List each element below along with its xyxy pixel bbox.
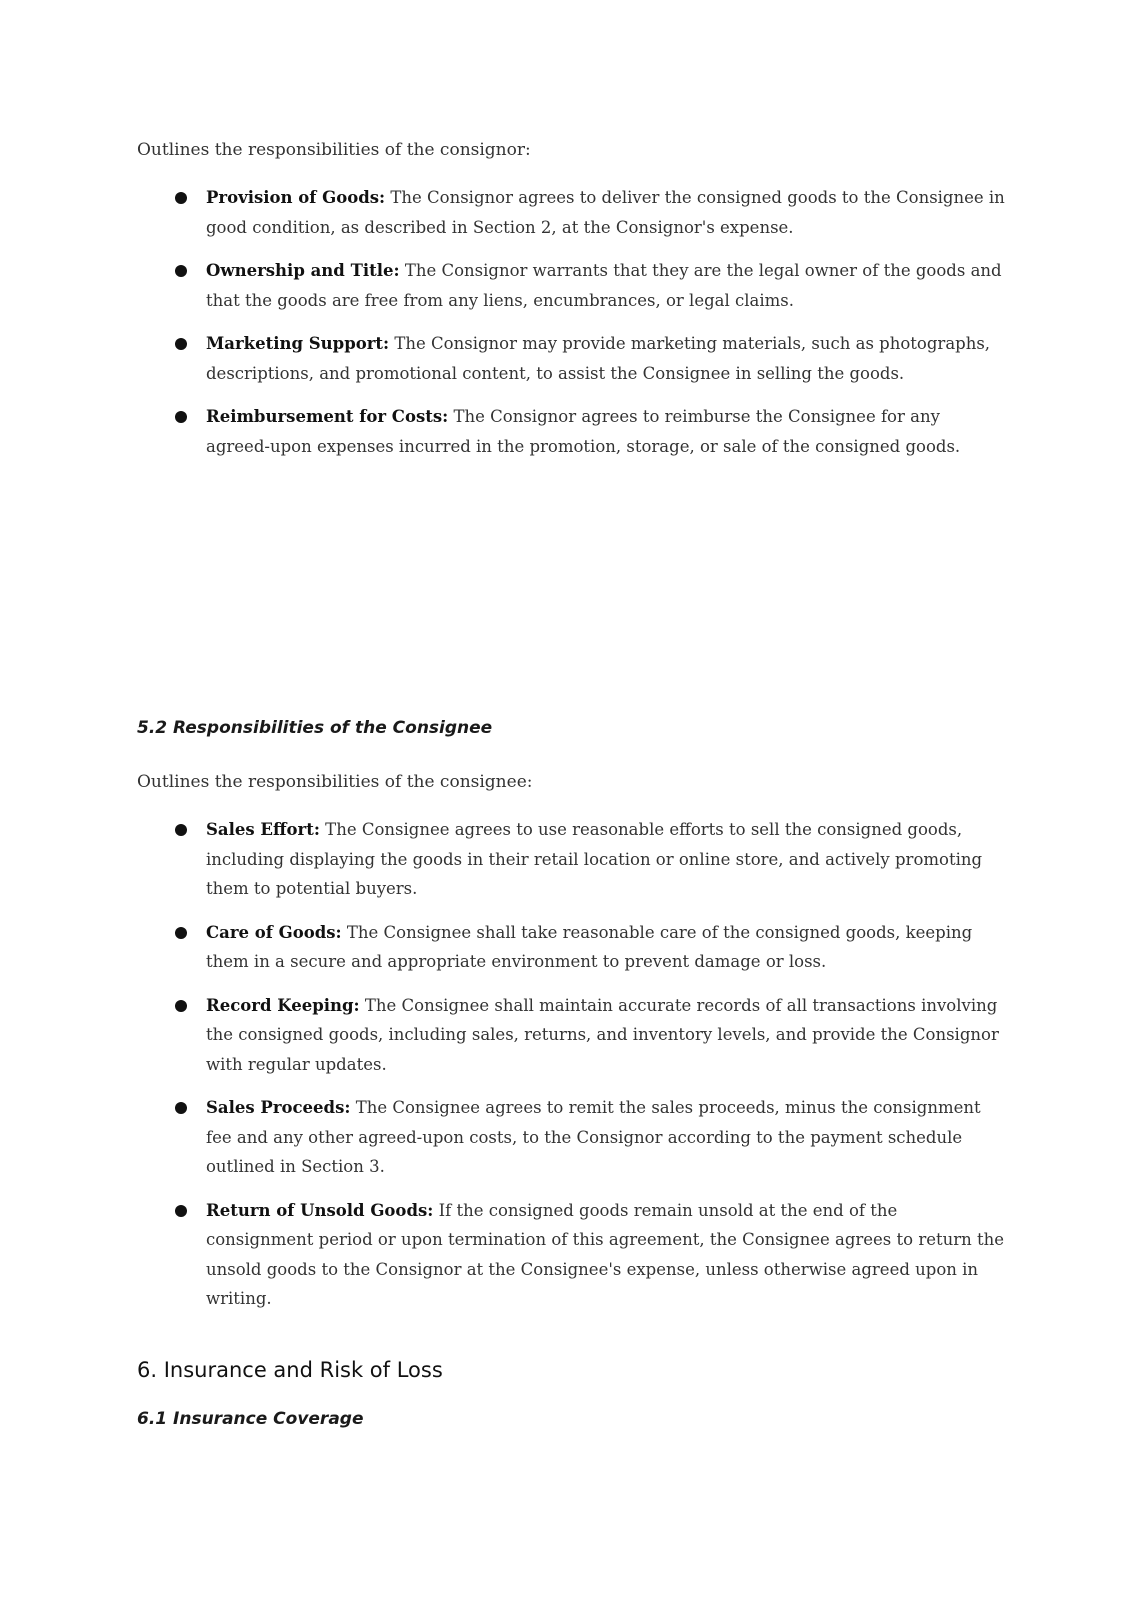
consignee-responsibilities-list [137,815,1007,1314]
list-item: Sales Effort: The Consignee agrees to use reasonable efforts to sell the consigned goods, including displaying the goods in their retail location or online store, and actively promoting them to potential buyers. [137,815,1007,904]
list-item: Marketing Support: The Consignor may provide marketing materials, such as photographs, descriptions, and promotional content, to assist the Consignee in selling the goods. [137,329,1007,388]
bullet-icon [175,1000,187,1012]
section-6-1-subheading: 6.1 Insurance Coverage [137,1409,364,1429]
consignor-intro: Outlines the responsibilities of the consignor: [137,140,531,160]
consignor-responsibilities-list [137,183,1007,461]
bullet-icon [175,265,187,277]
bullet-icon [175,1102,187,1114]
list-item: Record Keeping: The Consignee shall maintain accurate records of all transactions involving the consigned goods, including sales, returns, and inventory levels, and provide the Consignor with regular updates. [137,991,1007,1080]
bullet-icon [175,192,187,204]
bullet-icon [175,411,187,423]
list-item: Sales Proceeds: The Consignee agrees to remit the sales proceeds, minus the consignment fee and any other agreed-upon costs, to the Consignor according to the payment schedule outlined in Section 3. [137,1093,1007,1182]
consignee-subheading: 5.2 Responsibilities of the Consignee [137,718,493,738]
bullet-icon [175,927,187,939]
list-item: Provision of Goods: The Consignor agrees to deliver the consigned goods to the Consignee in good condition, as described in Section 2, at the Consignor's expense. [137,183,1007,242]
bullet-icon [175,1205,187,1217]
list-item: Return of Unsold Goods: If the consigned goods remain unsold at the end of the consignment period or upon termination of this agreement, the Consignee agrees to return the unsold goods to the Consignor at the Consignee's expense, unless otherwise agreed upon in writing. [137,1196,1007,1314]
list-item: Care of Goods: The Consignee shall take reasonable care of the consigned goods, keeping them in a secure and appropriate environment to prevent damage or loss. [137,918,1007,977]
list-item: Ownership and Title: The Consignor warrants that they are the legal owner of the goods and that the goods are free from any liens, encumbrances, or legal claims. [137,256,1007,315]
list-item: Reimbursement for Costs: The Consignor agrees to reimburse the Consignee for any agreed-upon expenses incurred in the promotion, storage, or sale of the consigned goods. [137,402,1007,461]
bullet-icon [175,824,187,836]
section-6-heading: 6. Insurance and Risk of Loss [137,1358,443,1382]
consignee-intro: Outlines the responsibilities of the consignee: [137,772,533,792]
bullet-icon [175,338,187,350]
